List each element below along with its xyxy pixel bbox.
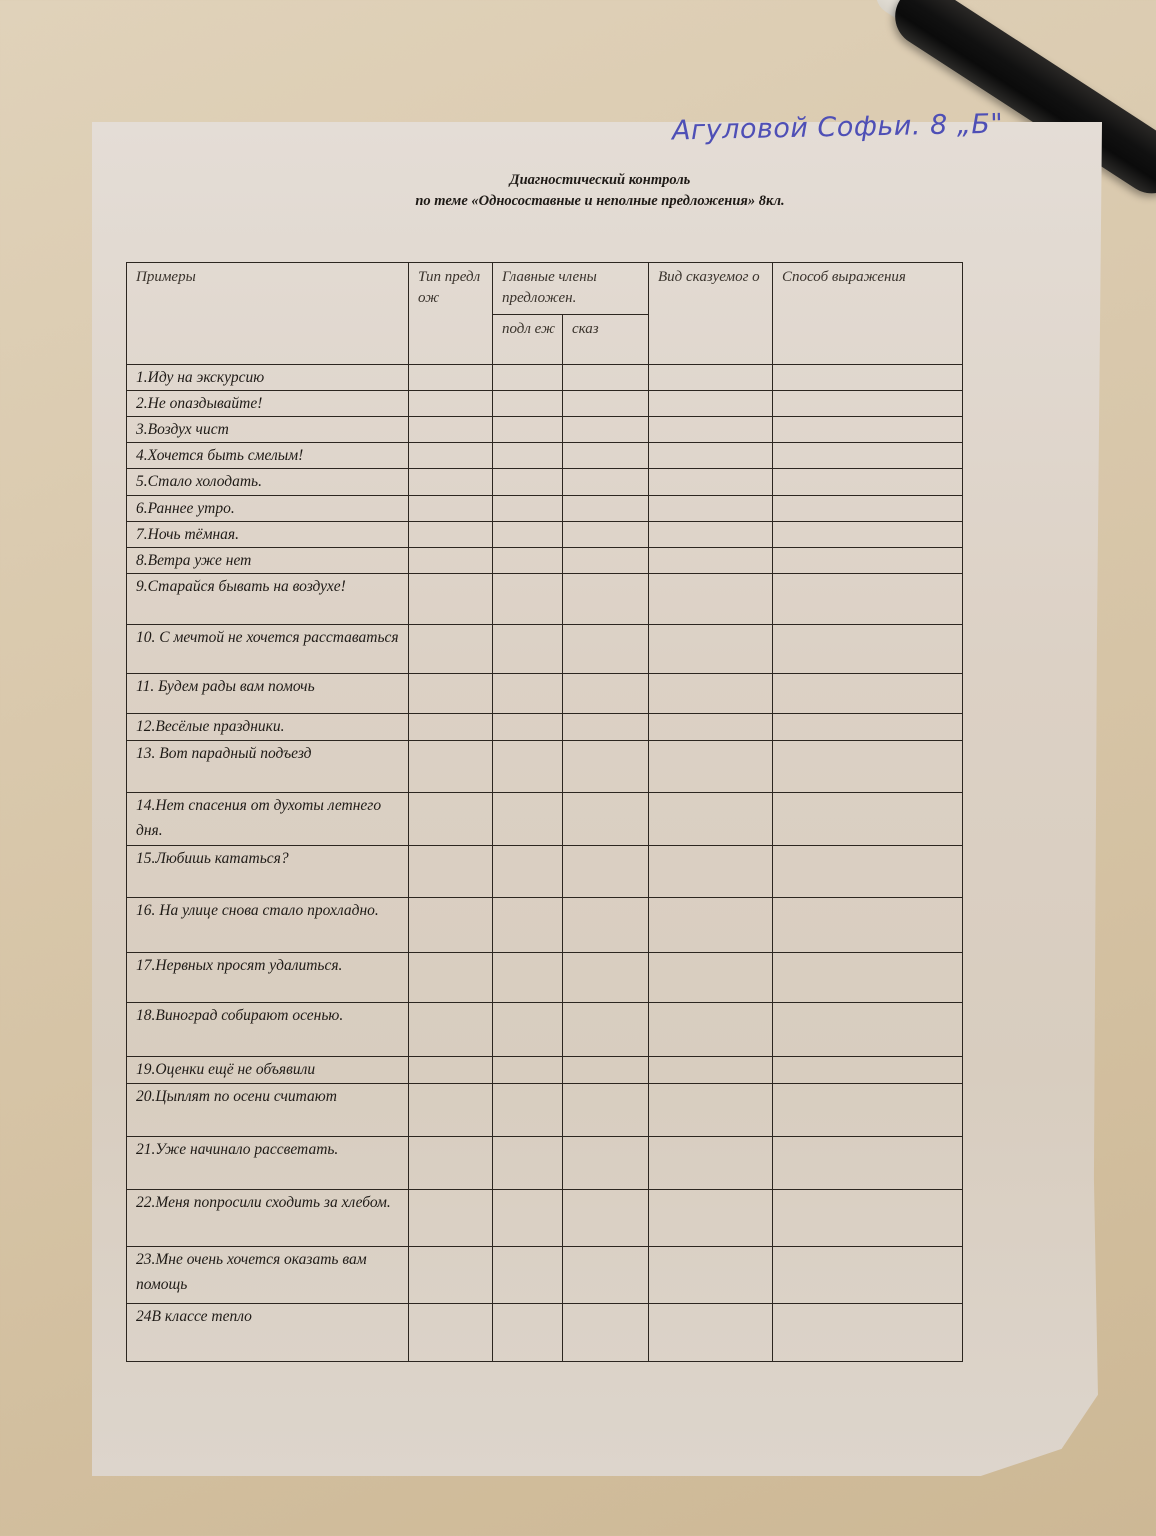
example-sentence: 22.Меня попросили сходить за хлебом.	[127, 1190, 409, 1247]
predicate-kind-cell[interactable]	[649, 1304, 773, 1362]
predicate-cell[interactable]	[563, 898, 649, 953]
table-row	[127, 793, 963, 846]
predicate-kind-cell[interactable]	[649, 793, 773, 846]
sentence-type-cell[interactable]	[409, 741, 493, 793]
sentence-type-cell[interactable]	[409, 522, 493, 548]
header-main-members: Главные члены предложен.	[493, 263, 649, 315]
sentence-type-cell[interactable]	[409, 846, 493, 898]
predicate-kind-cell[interactable]	[649, 1190, 773, 1247]
example-sentence: 3.Воздух чист	[127, 417, 409, 443]
expression-method-cell[interactable]	[773, 574, 963, 625]
predicate-kind-cell[interactable]	[649, 1137, 773, 1190]
expression-method-cell[interactable]	[773, 469, 963, 496]
predicate-cell[interactable]	[563, 443, 649, 469]
analysis-table	[126, 262, 963, 1362]
sentence-type-cell[interactable]	[409, 953, 493, 1003]
sentence-type-cell[interactable]	[409, 496, 493, 522]
expression-method-cell[interactable]	[773, 714, 963, 741]
expression-method-cell[interactable]	[773, 793, 963, 846]
header-examples: Примеры	[127, 263, 409, 365]
predicate-kind-cell[interactable]	[649, 1003, 773, 1057]
predicate-cell[interactable]	[563, 674, 649, 714]
worksheet-title	[320, 170, 880, 212]
expression-method-cell[interactable]	[773, 846, 963, 898]
predicate-kind-cell[interactable]	[649, 522, 773, 548]
subject-cell[interactable]	[493, 1084, 563, 1137]
sentence-type-cell[interactable]	[409, 574, 493, 625]
table-row	[127, 674, 963, 714]
sentence-type-cell[interactable]	[409, 1304, 493, 1362]
predicate-cell[interactable]	[563, 522, 649, 548]
subject-cell[interactable]	[493, 714, 563, 741]
subject-cell[interactable]	[493, 469, 563, 496]
sentence-type-cell[interactable]	[409, 391, 493, 417]
table-row	[127, 1084, 963, 1137]
expression-method-cell[interactable]	[773, 496, 963, 522]
example-sentence: 1.Иду на экскурсию	[127, 365, 409, 391]
sentence-type-cell[interactable]	[409, 793, 493, 846]
expression-method-cell[interactable]	[773, 1190, 963, 1247]
predicate-kind-cell[interactable]	[649, 469, 773, 496]
expression-method-cell[interactable]	[773, 443, 963, 469]
predicate-cell[interactable]	[563, 953, 649, 1003]
sentence-type-cell[interactable]	[409, 674, 493, 714]
sentence-type-cell[interactable]	[409, 417, 493, 443]
predicate-kind-cell[interactable]	[649, 898, 773, 953]
predicate-kind-cell[interactable]	[649, 625, 773, 674]
predicate-cell[interactable]	[563, 793, 649, 846]
example-sentence: 24В классе тепло	[127, 1304, 409, 1362]
table-row	[127, 443, 963, 469]
example-sentence: 14.Нет спасения от духоты летнего дня.	[127, 793, 409, 846]
table-body	[127, 365, 963, 1362]
table-row	[127, 1057, 963, 1084]
table-row	[127, 365, 963, 391]
predicate-cell[interactable]	[563, 1190, 649, 1247]
example-sentence: 18.Виноград собирают осенью.	[127, 1003, 409, 1057]
table-row	[127, 522, 963, 548]
example-sentence: 19.Оценки ещё не объявили	[127, 1057, 409, 1084]
subject-cell[interactable]	[493, 793, 563, 846]
table-row	[127, 741, 963, 793]
sentence-type-cell[interactable]	[409, 1057, 493, 1084]
example-sentence: 4.Хочется быть смелым!	[127, 443, 409, 469]
sentence-type-cell[interactable]	[409, 365, 493, 391]
example-sentence: 12.Весёлые праздники.	[127, 714, 409, 741]
subject-cell[interactable]	[493, 1247, 563, 1304]
subject-cell[interactable]	[493, 898, 563, 953]
example-sentence: 9.Старайся бывать на воздухе!	[127, 574, 409, 625]
subject-cell[interactable]	[493, 417, 563, 443]
subject-cell[interactable]	[493, 953, 563, 1003]
predicate-kind-cell[interactable]	[649, 1057, 773, 1084]
predicate-kind-cell[interactable]	[649, 714, 773, 741]
subject-cell[interactable]	[493, 574, 563, 625]
predicate-kind-cell[interactable]	[649, 741, 773, 793]
expression-method-cell[interactable]	[773, 1137, 963, 1190]
header-sentence-type: Тип предл ож	[409, 263, 493, 365]
table-row	[127, 1003, 963, 1057]
subject-cell[interactable]	[493, 1304, 563, 1362]
subject-cell[interactable]	[493, 1057, 563, 1084]
predicate-kind-cell[interactable]	[649, 443, 773, 469]
expression-method-cell[interactable]	[773, 741, 963, 793]
expression-method-cell[interactable]	[773, 953, 963, 1003]
predicate-cell[interactable]	[563, 1247, 649, 1304]
expression-method-cell[interactable]	[773, 1084, 963, 1137]
table-row	[127, 1247, 963, 1304]
title-line-1: Диагностический контроль	[509, 172, 691, 188]
expression-method-cell[interactable]	[773, 1057, 963, 1084]
subject-cell[interactable]	[493, 1190, 563, 1247]
sentence-type-cell[interactable]	[409, 1084, 493, 1137]
expression-method-cell[interactable]	[773, 548, 963, 574]
table-row	[127, 846, 963, 898]
predicate-cell[interactable]	[563, 741, 649, 793]
predicate-kind-cell[interactable]	[649, 496, 773, 522]
table-row	[127, 469, 963, 496]
predicate-cell[interactable]	[563, 548, 649, 574]
subject-cell[interactable]	[493, 522, 563, 548]
predicate-cell[interactable]	[563, 1057, 649, 1084]
table-row	[127, 1137, 963, 1190]
expression-method-cell[interactable]	[773, 391, 963, 417]
expression-method-cell[interactable]	[773, 1247, 963, 1304]
table-row	[127, 714, 963, 741]
sentence-type-cell[interactable]	[409, 548, 493, 574]
predicate-cell[interactable]	[563, 625, 649, 674]
example-sentence: 11. Будем рады вам помочь	[127, 674, 409, 714]
expression-method-cell[interactable]	[773, 625, 963, 674]
expression-method-cell[interactable]	[773, 898, 963, 953]
predicate-cell[interactable]	[563, 1084, 649, 1137]
header-predicate: сказ	[563, 315, 649, 365]
subject-cell[interactable]	[493, 1003, 563, 1057]
table-row	[127, 496, 963, 522]
subject-cell[interactable]	[493, 365, 563, 391]
table-row	[127, 625, 963, 674]
sentence-type-cell[interactable]	[409, 443, 493, 469]
predicate-cell[interactable]	[563, 714, 649, 741]
predicate-cell[interactable]	[563, 574, 649, 625]
example-sentence: 20.Цыплят по осени считают	[127, 1084, 409, 1137]
example-sentence: 7.Ночь тёмная.	[127, 522, 409, 548]
predicate-kind-cell[interactable]	[649, 365, 773, 391]
table-row	[127, 574, 963, 625]
table-row	[127, 898, 963, 953]
table-row	[127, 1304, 963, 1362]
example-sentence: 8.Ветра уже нет	[127, 548, 409, 574]
predicate-kind-cell[interactable]	[649, 548, 773, 574]
example-sentence: 21.Уже начинало рассветать.	[127, 1137, 409, 1190]
predicate-kind-cell[interactable]	[649, 674, 773, 714]
expression-method-cell[interactable]	[773, 1304, 963, 1362]
sentence-type-cell[interactable]	[409, 714, 493, 741]
sentence-type-cell[interactable]	[409, 625, 493, 674]
sentence-type-cell[interactable]	[409, 1003, 493, 1057]
predicate-cell[interactable]	[563, 496, 649, 522]
predicate-cell[interactable]	[563, 1137, 649, 1190]
expression-method-cell[interactable]	[773, 1003, 963, 1057]
table-row	[127, 1190, 963, 1247]
header-predicate-kind: Вид сказуемог о	[649, 263, 773, 365]
example-sentence: 6.Раннее утро.	[127, 496, 409, 522]
sentence-type-cell[interactable]	[409, 898, 493, 953]
subject-cell[interactable]	[493, 846, 563, 898]
example-sentence: 5.Стало холодать.	[127, 469, 409, 496]
example-sentence: 15.Любишь кататься?	[127, 846, 409, 898]
predicate-cell[interactable]	[563, 1304, 649, 1362]
sentence-type-cell[interactable]	[409, 1190, 493, 1247]
example-sentence: 2.Не опаздывайте!	[127, 391, 409, 417]
student-name-handwritten: Агуловой Софьи. 8 „Б"	[671, 108, 1004, 147]
expression-method-cell[interactable]	[773, 522, 963, 548]
table-row	[127, 417, 963, 443]
predicate-kind-cell[interactable]	[649, 1084, 773, 1137]
expression-method-cell[interactable]	[773, 365, 963, 391]
example-sentence: 17.Нервных просят удалиться.	[127, 953, 409, 1003]
header-subject: подл еж	[493, 315, 563, 365]
predicate-cell[interactable]	[563, 391, 649, 417]
predicate-cell[interactable]	[563, 1003, 649, 1057]
sentence-type-cell[interactable]	[409, 1137, 493, 1190]
predicate-cell[interactable]	[563, 365, 649, 391]
table-row	[127, 953, 963, 1003]
example-sentence: 13. Вот парадный подъезд	[127, 741, 409, 793]
header-expression-method: Способ выражения	[773, 263, 963, 365]
subject-cell[interactable]	[493, 548, 563, 574]
subject-cell[interactable]	[493, 391, 563, 417]
example-sentence: 23.Мне очень хочется оказать вам помощь	[127, 1247, 409, 1304]
example-sentence: 10. С мечтой не хочется расставаться	[127, 625, 409, 674]
predicate-kind-cell[interactable]	[649, 417, 773, 443]
predicate-cell[interactable]	[563, 417, 649, 443]
sentence-type-cell[interactable]	[409, 469, 493, 496]
predicate-cell[interactable]	[563, 846, 649, 898]
expression-method-cell[interactable]	[773, 674, 963, 714]
subject-cell[interactable]	[493, 741, 563, 793]
subject-cell[interactable]	[493, 1137, 563, 1190]
subject-cell[interactable]	[493, 674, 563, 714]
example-sentence: 16. На улице снова стало прохладно.	[127, 898, 409, 953]
predicate-kind-cell[interactable]	[649, 391, 773, 417]
predicate-cell[interactable]	[563, 469, 649, 496]
table-row	[127, 391, 963, 417]
expression-method-cell[interactable]	[773, 417, 963, 443]
predicate-kind-cell[interactable]	[649, 953, 773, 1003]
table-row	[127, 548, 963, 574]
subject-cell[interactable]	[493, 443, 563, 469]
title-line-2: по теме «Односоставные и неполные предложения» 8кл.	[415, 193, 785, 209]
predicate-kind-cell[interactable]	[649, 1247, 773, 1304]
subject-cell[interactable]	[493, 496, 563, 522]
predicate-kind-cell[interactable]	[649, 574, 773, 625]
subject-cell[interactable]	[493, 625, 563, 674]
sentence-type-cell[interactable]	[409, 1247, 493, 1304]
predicate-kind-cell[interactable]	[649, 846, 773, 898]
